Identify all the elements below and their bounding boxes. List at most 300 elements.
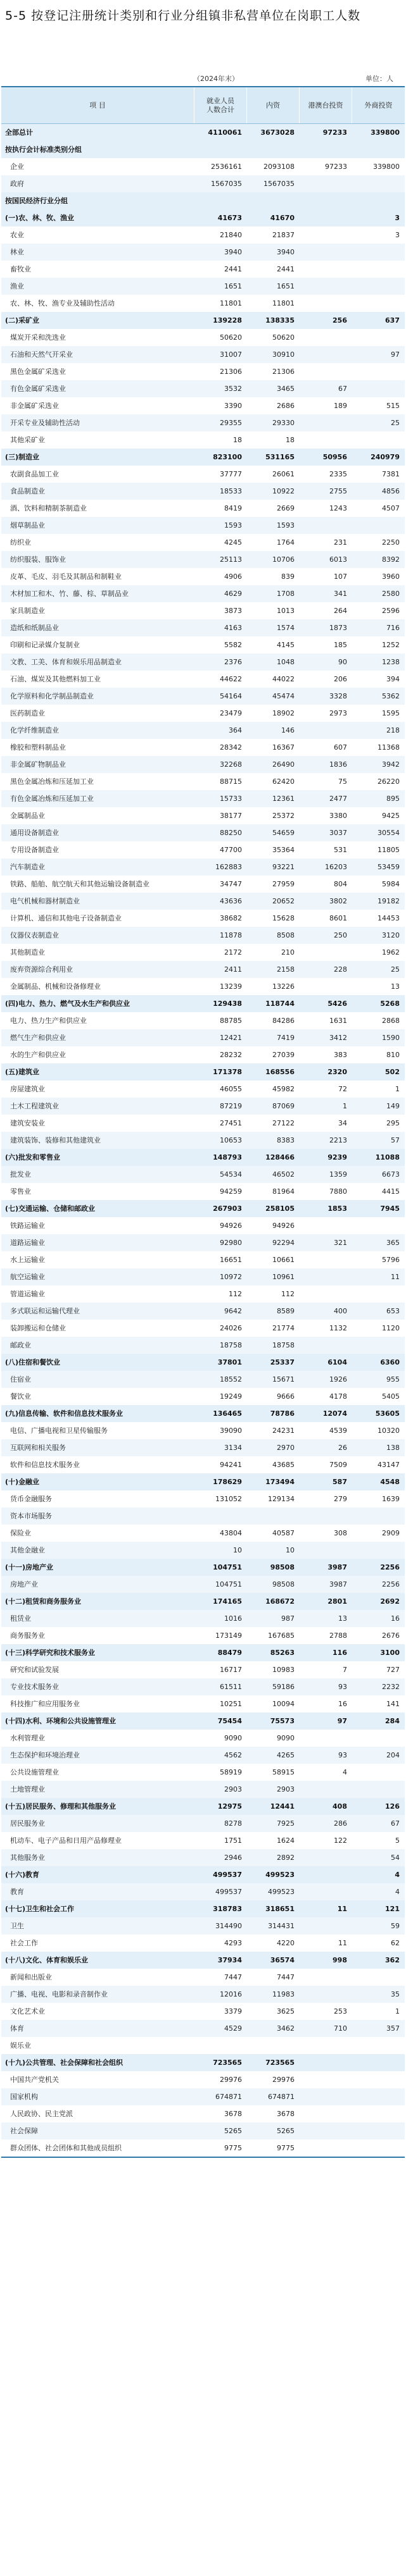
row-label: 黑色金属冶炼和压延加工业	[10, 777, 94, 786]
cell-foreign: 2596	[382, 607, 400, 615]
cell-total	[194, 2037, 247, 2054]
cell-hk-macao-tw: 1926	[329, 1375, 347, 1384]
table-row	[1, 1490, 405, 1508]
cell-domestic: 94926	[272, 1222, 295, 1230]
cell-domestic: 9090	[277, 1734, 295, 1742]
cell-hk-macao-tw: 4178	[329, 1392, 347, 1401]
cell-hk-macao-tw	[300, 329, 352, 346]
table-row	[1, 1063, 405, 1081]
table-row	[1, 1098, 405, 1115]
cell-foreign: 138	[386, 1444, 400, 1452]
cell-hk-macao-tw: 185	[334, 641, 347, 649]
row-label: 机动车、电子产品和日用产品修理业	[10, 1836, 122, 1845]
cell-total: 87219	[220, 1102, 242, 1110]
header-item: 项 目	[1, 87, 194, 123]
table-row	[1, 1251, 405, 1268]
cell-domestic: 3940	[277, 248, 295, 256]
data-table	[1, 86, 405, 2158]
table-row	[1, 1678, 405, 1695]
table-row	[1, 431, 405, 449]
row-label: (五)建筑业	[5, 1068, 40, 1076]
cell-hk-macao-tw: 2320	[327, 1068, 347, 1076]
cell-total: 173149	[215, 1632, 242, 1640]
cell-hk-macao-tw	[300, 517, 352, 534]
cell-total	[194, 1508, 247, 1525]
table-row	[1, 1285, 405, 1303]
cell-domestic: 58915	[272, 1768, 295, 1776]
cell-hk-macao-tw	[300, 1849, 352, 1866]
cell-foreign: 295	[386, 1119, 400, 1127]
table-row	[1, 1969, 405, 1986]
cell-domestic: 10	[286, 1546, 295, 1554]
cell-foreign: 1590	[382, 1034, 400, 1042]
cell-foreign: 895	[386, 795, 400, 803]
cell-foreign: 1238	[382, 658, 400, 666]
cell-total: 18	[233, 436, 242, 444]
row-label: (六)批发和零售业	[5, 1153, 61, 1161]
cell-domestic: 35364	[272, 846, 295, 854]
cell-hk-macao-tw: 408	[333, 1802, 347, 1811]
cell-foreign: 67	[391, 1819, 400, 1828]
table-row	[1, 739, 405, 756]
table-header	[1, 87, 405, 124]
cell-hk-macao-tw	[300, 2088, 352, 2105]
table-row	[1, 1542, 405, 1559]
cell-total: 2903	[224, 1785, 242, 1793]
cell-hk-macao-tw: 9239	[327, 1153, 347, 1161]
row-label: 娱乐业	[10, 2041, 31, 2050]
cell-domestic: 1708	[277, 590, 295, 598]
table-row	[1, 1764, 405, 1781]
cell-domestic: 7447	[277, 1973, 295, 1981]
cell-hk-macao-tw: 3328	[329, 692, 347, 700]
cell-foreign	[352, 278, 405, 295]
table-row	[1, 773, 405, 790]
cell-total: 4906	[224, 573, 242, 581]
table-row	[1, 1525, 405, 1542]
cell-domestic: 1764	[277, 538, 295, 547]
cell-domestic: 78786	[270, 1409, 295, 1418]
cell-total: 129438	[213, 1000, 242, 1008]
cell-hk-macao-tw: 5426	[327, 1000, 347, 1008]
row-label: 政府	[10, 180, 24, 188]
cell-hk-macao-tw: 321	[334, 1239, 347, 1247]
row-label: 土木工程建筑业	[10, 1102, 59, 1110]
row-label: 家具制造业	[10, 607, 45, 615]
cell-domestic: 138335	[265, 316, 295, 325]
table-row	[1, 534, 405, 551]
table-row	[1, 1815, 405, 1832]
cell-hk-macao-tw: 13	[338, 1614, 347, 1623]
cell-foreign: 284	[385, 1717, 400, 1725]
cell-domestic	[247, 192, 300, 209]
cell-domestic: 8383	[277, 1136, 295, 1144]
cell-hk-macao-tw	[300, 1542, 352, 1559]
cell-domestic: 11801	[272, 299, 295, 307]
row-label: 资本市场服务	[10, 1512, 52, 1520]
cell-hk-macao-tw	[300, 944, 352, 961]
row-label: 房地产业	[10, 1580, 38, 1588]
cell-hk-macao-tw	[300, 722, 352, 739]
cell-foreign	[352, 1969, 405, 1986]
cell-total: 267903	[213, 1204, 242, 1213]
cell-foreign: 141	[386, 1700, 400, 1708]
cell-domestic: 10706	[272, 555, 295, 564]
table-row	[1, 858, 405, 876]
cell-hk-macao-tw: 72	[338, 1085, 347, 1093]
cell-hk-macao-tw	[300, 1969, 352, 1986]
cell-hk-macao-tw	[300, 1508, 352, 1525]
cell-total: 2172	[224, 948, 242, 957]
cell-foreign	[352, 261, 405, 278]
cell-total: 3873	[224, 607, 242, 615]
row-label: 道路运输业	[10, 1239, 45, 1247]
cell-domestic: 3462	[277, 2024, 295, 2033]
row-label: 水利管理业	[10, 1734, 45, 1742]
cell-domestic: 129134	[268, 1495, 295, 1503]
cell-total: 37934	[217, 1956, 242, 1964]
row-label: 房屋建筑业	[10, 1085, 45, 1093]
cell-foreign: 26220	[377, 777, 400, 786]
cell-foreign: 218	[386, 726, 400, 734]
row-label: 废弃资源综合利用业	[10, 965, 73, 974]
cell-total: 3134	[224, 1444, 242, 1452]
row-label: 租赁业	[10, 1614, 31, 1623]
cell-domestic: 10961	[272, 1273, 295, 1281]
cell-domestic: 3678	[277, 2110, 295, 2118]
table-row	[1, 1473, 405, 1490]
cell-foreign: 3960	[382, 573, 400, 581]
cell-total	[194, 141, 247, 158]
table-row	[1, 790, 405, 807]
cell-hk-macao-tw	[300, 1730, 352, 1747]
cell-domestic: 3625	[277, 2007, 295, 2016]
cell-total: 1651	[224, 282, 242, 290]
row-label: 木材加工和木、竹、藤、棕、草制品业	[10, 590, 129, 598]
cell-total: 2411	[224, 965, 242, 974]
row-label: 教育	[10, 1888, 24, 1896]
cell-total: 88785	[220, 1017, 242, 1025]
cell-hk-macao-tw: 1836	[329, 760, 347, 769]
cell-hk-macao-tw: 97233	[325, 163, 347, 171]
cell-domestic: 12441	[270, 1802, 295, 1811]
year-note: （2024年末）	[193, 75, 239, 83]
cell-hk-macao-tw	[300, 978, 352, 995]
cell-total: 12975	[217, 1802, 242, 1811]
cell-foreign: 4	[395, 1888, 400, 1896]
cell-hk-macao-tw	[300, 261, 352, 278]
cell-foreign	[352, 431, 405, 449]
table-row	[1, 619, 405, 636]
row-label: 研究和试验发展	[10, 1666, 59, 1674]
table-row	[1, 261, 405, 278]
cell-domestic	[247, 2037, 300, 2054]
table-row	[1, 329, 405, 346]
cell-total: 54534	[220, 1170, 242, 1179]
cell-total: 34747	[220, 880, 242, 888]
cell-total: 174165	[213, 1597, 242, 1606]
cell-hk-macao-tw: 16203	[325, 863, 347, 871]
cell-hk-macao-tw: 12074	[322, 1409, 347, 1418]
cell-hk-macao-tw	[300, 278, 352, 295]
cell-foreign	[352, 2071, 405, 2088]
cell-foreign: 11368	[377, 743, 400, 752]
cell-domestic: 10094	[272, 1700, 295, 1708]
cell-domestic: 18	[286, 436, 295, 444]
cell-total: 28342	[220, 743, 242, 752]
table-row	[1, 893, 405, 910]
cell-domestic: 987	[281, 1614, 295, 1623]
cell-foreign: 9425	[382, 812, 400, 820]
cell-total: 2536161	[211, 163, 242, 171]
cell-foreign	[352, 1781, 405, 1798]
unit-line	[0, 71, 406, 85]
table-row	[1, 414, 405, 431]
cell-foreign: 2676	[382, 1632, 400, 1640]
table-row	[1, 226, 405, 244]
cell-domestic: 27959	[272, 880, 295, 888]
cell-total: 104751	[215, 1580, 242, 1588]
cell-hk-macao-tw: 231	[334, 538, 347, 547]
table-row	[1, 2088, 405, 2105]
cell-total: 37777	[220, 470, 242, 478]
cell-hk-macao-tw	[300, 1337, 352, 1354]
cell-foreign: 97	[391, 350, 400, 359]
row-label: 化学纤维制造业	[10, 726, 59, 734]
cell-domestic: 13226	[272, 982, 295, 991]
cell-domestic: 18758	[272, 1341, 295, 1349]
cell-total: 41673	[217, 214, 242, 222]
cell-foreign	[352, 2054, 405, 2071]
row-label: 保险业	[10, 1529, 31, 1537]
cell-total: 314490	[215, 1922, 242, 1930]
cell-hk-macao-tw: 4539	[329, 1427, 347, 1435]
cell-foreign: 2256	[382, 1580, 400, 1588]
table-row	[1, 671, 405, 688]
row-label: (九)信息传输、软件和信息技术服务业	[5, 1409, 124, 1418]
cell-total: 823100	[213, 453, 242, 461]
cell-hk-macao-tw: 3987	[327, 1563, 347, 1571]
cell-domestic: 4145	[277, 641, 295, 649]
cell-foreign: 2692	[380, 1597, 400, 1606]
table-row	[1, 380, 405, 397]
table-row	[1, 158, 405, 175]
table-row	[1, 1627, 405, 1644]
cell-foreign	[352, 1764, 405, 1781]
table-row	[1, 209, 405, 226]
cell-hk-macao-tw	[300, 2122, 352, 2139]
cell-domestic: 8508	[277, 931, 295, 939]
cell-foreign: 5796	[382, 1256, 400, 1264]
cell-domestic: 118744	[265, 1000, 295, 1008]
table-row	[1, 1029, 405, 1046]
cell-domestic: 839	[281, 573, 295, 581]
cell-hk-macao-tw: 286	[334, 1819, 347, 1828]
cell-hk-macao-tw	[300, 1883, 352, 1900]
cell-total: 88479	[217, 1649, 242, 1657]
cell-hk-macao-tw	[300, 209, 352, 226]
cell-domestic: 84286	[272, 1017, 295, 1025]
table-row	[1, 1593, 405, 1610]
cell-foreign: 716	[386, 624, 400, 632]
row-label: 其他金融业	[10, 1546, 45, 1554]
row-label: 中国共产党机关	[10, 2076, 59, 2084]
cell-foreign: 365	[386, 1239, 400, 1247]
cell-domestic: 44022	[272, 675, 295, 683]
cell-total: 4245	[224, 538, 242, 547]
cell-domestic: 98508	[270, 1563, 295, 1571]
cell-foreign	[352, 1542, 405, 1559]
cell-total: 9775	[224, 2144, 242, 2152]
row-label: 电力、热力生产和供应业	[10, 1017, 87, 1025]
cell-foreign: 2580	[382, 590, 400, 598]
cell-hk-macao-tw	[300, 244, 352, 261]
cell-hk-macao-tw: 804	[334, 880, 347, 888]
cell-hk-macao-tw: 1631	[329, 1017, 347, 1025]
row-label: (十三)科学研究和技术服务业	[5, 1649, 96, 1657]
cell-foreign: 121	[385, 1905, 400, 1913]
cell-foreign	[352, 295, 405, 312]
table-row	[1, 1986, 405, 2003]
cell-total: 674871	[215, 2093, 242, 2101]
table-row	[1, 1917, 405, 1935]
header-foreign: 外商投资	[364, 101, 393, 109]
cell-domestic: 45474	[272, 692, 295, 700]
cell-domestic: 7419	[277, 1034, 295, 1042]
table-row	[1, 500, 405, 517]
table-row	[1, 1508, 405, 1525]
cell-foreign: 204	[386, 1751, 400, 1759]
cell-domestic: 30910	[272, 350, 295, 359]
cell-total: 88715	[220, 777, 242, 786]
cell-total: 4629	[224, 590, 242, 598]
cell-total: 43636	[220, 897, 242, 905]
table-row	[1, 2003, 405, 2020]
table-row	[1, 1183, 405, 1200]
cell-foreign	[352, 1730, 405, 1747]
title-bar	[0, 0, 406, 30]
cell-foreign: 502	[385, 1068, 400, 1076]
row-label: 专用设备制造业	[10, 846, 59, 854]
row-label: 土地管理业	[10, 1785, 45, 1793]
table-row	[1, 910, 405, 927]
cell-total: 54164	[220, 692, 242, 700]
row-label: 文化艺术业	[10, 2007, 45, 2016]
cell-total: 3678	[224, 2110, 242, 2118]
table-row	[1, 192, 405, 209]
cell-hk-macao-tw: 7	[343, 1666, 347, 1674]
table-row	[1, 1081, 405, 1098]
row-label: (七)交通运输、仓储和邮政业	[5, 1204, 96, 1213]
table-row	[1, 1268, 405, 1285]
table-row	[1, 568, 405, 585]
cell-hk-macao-tw: 1	[343, 1102, 347, 1110]
cell-total: 1751	[224, 1836, 242, 1845]
table-row	[1, 1576, 405, 1593]
cell-domestic: 128466	[265, 1153, 295, 1161]
row-label: (四)电力、热力、燃气及水生产和供应业	[5, 1000, 130, 1008]
table-row	[1, 1661, 405, 1678]
row-label: 食品制造业	[10, 487, 45, 495]
cell-domestic: 2093108	[263, 163, 295, 171]
cell-domestic: 318651	[265, 1905, 295, 1913]
cell-hk-macao-tw: 341	[334, 590, 347, 598]
table-row	[1, 705, 405, 722]
cell-total: 11878	[220, 931, 242, 939]
cell-foreign: 126	[385, 1802, 400, 1811]
cell-foreign: 35	[391, 1990, 400, 1998]
row-label: 铁路、船舶、航空航天和其他运输设备制造业	[10, 880, 149, 888]
cell-foreign: 11	[391, 1273, 400, 1281]
cell-domestic: 2903	[277, 1785, 295, 1793]
cell-domestic: 15628	[272, 914, 295, 922]
cell-domestic: 7925	[277, 1819, 295, 1828]
row-label: 软件和信息技术服务业	[10, 1461, 80, 1469]
cell-foreign: 3942	[382, 760, 400, 769]
cell-hk-macao-tw	[300, 2054, 352, 2071]
table-row	[1, 1798, 405, 1815]
cell-foreign: 53605	[375, 1409, 400, 1418]
cell-total: 5582	[224, 641, 242, 649]
row-label: 管道运输业	[10, 1290, 45, 1298]
row-label: 货币金融服务	[10, 1495, 52, 1503]
cell-total: 58919	[220, 1768, 242, 1776]
cell-hk-macao-tw: 75	[338, 777, 347, 786]
cell-total: 1567035	[211, 180, 242, 188]
row-label: (十八)文化、体育和娱乐业	[5, 1956, 89, 1964]
table-row	[1, 756, 405, 773]
cell-foreign: 149	[386, 1102, 400, 1110]
row-label: 社会工作	[10, 1939, 38, 1947]
cell-domestic: 36574	[270, 1956, 295, 1964]
cell-foreign	[352, 2139, 405, 2157]
cell-foreign: 62	[391, 1939, 400, 1947]
cell-hk-macao-tw: 8601	[329, 914, 347, 922]
row-label: 按执行会计标准类别分组	[5, 146, 82, 154]
cell-total: 39090	[220, 1427, 242, 1435]
row-label: 林业	[10, 248, 24, 256]
cell-foreign: 19182	[377, 897, 400, 905]
row-label: 有色金属冶炼和压延加工业	[10, 795, 94, 803]
row-label: 企业	[10, 163, 24, 171]
row-label: 电信、广播电视和卫星传输服务	[10, 1427, 108, 1435]
cell-total: 32268	[220, 760, 242, 769]
cell-domestic: 21837	[272, 231, 295, 239]
cell-hk-macao-tw: 3987	[329, 1580, 347, 1588]
cell-hk-macao-tw: 607	[334, 743, 347, 752]
cell-total: 499537	[213, 1871, 242, 1879]
row-label: 其他采矿业	[10, 436, 45, 444]
cell-hk-macao-tw: 6013	[329, 555, 347, 564]
cell-hk-macao-tw	[300, 1986, 352, 2003]
cell-domestic: 26490	[272, 760, 295, 769]
cell-domestic: 27039	[272, 1051, 295, 1059]
cell-foreign: 5268	[380, 1000, 400, 1008]
cell-foreign: 7945	[380, 1204, 400, 1213]
cell-foreign	[352, 1285, 405, 1303]
cell-domestic: 45982	[272, 1085, 295, 1093]
cell-total: 23479	[220, 709, 242, 717]
row-label: (十一)房地产业	[5, 1563, 54, 1571]
cell-total: 44622	[220, 675, 242, 683]
unit-label: 单位：人	[365, 75, 393, 83]
row-label: 燃气生产和供应业	[10, 1034, 66, 1042]
cell-hk-macao-tw: 3802	[329, 897, 347, 905]
cell-foreign: 43147	[377, 1461, 400, 1469]
header-domestic: 内资	[247, 87, 300, 123]
cell-domestic: 16367	[272, 743, 295, 752]
cell-hk-macao-tw	[300, 141, 352, 158]
